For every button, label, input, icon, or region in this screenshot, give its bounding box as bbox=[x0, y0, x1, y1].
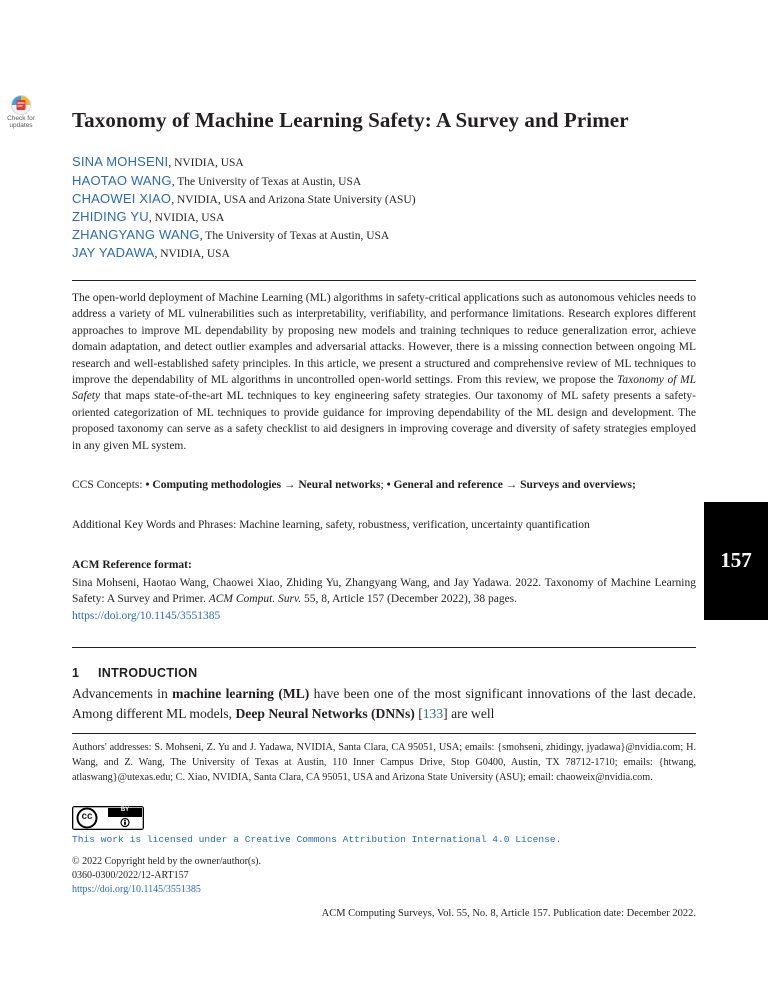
citation-link[interactable]: 133 bbox=[422, 706, 444, 721]
license-link[interactable]: This work is licensed under a Creative Commons Attribution International 4.0 License. bbox=[72, 834, 562, 845]
author-affiliation: , The University of Texas at Austin, USA bbox=[171, 176, 362, 188]
intro-text: [ bbox=[414, 706, 423, 721]
intro-text: Advancements in bbox=[72, 686, 173, 701]
crossmark-badge[interactable] bbox=[2, 95, 40, 135]
intro-text: ] are well bbox=[443, 706, 495, 721]
crossmark-label-line1: Check for bbox=[7, 115, 35, 122]
ccs-concept: • Computing methodologies → Neural networks bbox=[145, 479, 381, 491]
reference-journal: ACM Comput. Surv. bbox=[208, 593, 302, 606]
reference-heading: ACM Reference format: bbox=[72, 559, 192, 571]
authors-addresses-footnote: Authors' addresses: S. Mohseni, Z. Yu and J. Yadawa, NVIDIA, Santa Clara, CA 95051, USA; emails: {smohseni, zhidingy, jyadawa}@nvidia.com; H. Wang, and Z. Wang, The University of Texas at Austin, 110 Inner Campus Drive, Stop G0400, Austin, TX 78712-1710; emails: {htwang, atlaswang}@utexas.edu; C. Xiao, NVIDIA, Santa Clara, CA 95051, USA and Arizona State University (ASU); email: chaoweix@nvidia.com. bbox=[72, 742, 696, 783]
author-affiliation: , NVIDIA, USA and Arizona State University (ASU) bbox=[171, 194, 416, 206]
author-line bbox=[72, 155, 244, 170]
by-badge-text: BY bbox=[120, 807, 130, 813]
author-affiliation: , NVIDIA, USA bbox=[154, 248, 230, 260]
cc-badge-text: cc bbox=[81, 811, 93, 822]
author-name: CHAOWEI XIAO bbox=[72, 191, 172, 206]
author-affiliation: , NVIDIA, USA bbox=[168, 157, 244, 169]
author-name: ZHIDING YU bbox=[72, 209, 149, 224]
abstract bbox=[72, 290, 696, 454]
author-name: SINA MOHSENI bbox=[72, 154, 169, 169]
crossmark-label-line2: updates bbox=[9, 122, 33, 129]
abstract-text: The open-world deployment of Machine Learning (ML) algorithms in safety-critical applications such as autonomous vehicles needs to address a variety of ML vulnerabilities such as interpretability, verifiability, and performance limitations. Research explores different approaches to improve ML dependability by proposing new models and training techniques to reduce generalization error, achieve domain adaptation, and detect outlier examples and adversarial attacks. However, there is a missing connection between ongoing ML research and well-established safety principles. In this article, we present a structured and comprehensive review of ML techniques to improve the dependability of ML algorithms in uncontrolled open-world settings. From this review, we propose the bbox=[72, 292, 697, 387]
reference-doi-link[interactable]: https://doi.org/10.1145/3551385 bbox=[72, 609, 221, 622]
author-line bbox=[72, 228, 389, 243]
intro-term: machine learning (ML) bbox=[172, 686, 310, 701]
divider bbox=[72, 280, 696, 281]
abstract-taxonomy-term: Taxonomy of ML Safety bbox=[72, 374, 696, 403]
author-affiliation: , NVIDIA, USA bbox=[148, 212, 225, 224]
crossmark-label bbox=[2, 115, 40, 129]
copyright-line: © 2022 Copyright held by the owner/author(s). bbox=[72, 856, 261, 867]
author-line bbox=[72, 174, 361, 189]
journal-footer: ACM Computing Surveys, Vol. 55, No. 8, Article 157. Publication date: December 2022. bbox=[321, 908, 696, 919]
keywords: Additional Key Words and Phrases: Machine learning, safety, robustness, verification, uncertainty quantification bbox=[72, 519, 590, 531]
section-number: 1 bbox=[72, 666, 80, 680]
footnote-divider bbox=[72, 733, 696, 734]
article-number: 157 bbox=[720, 548, 752, 572]
ccs-concepts bbox=[72, 477, 696, 493]
paper-title: Taxonomy of Machine Learning Safety: A Survey and Primer bbox=[72, 108, 629, 132]
intro-text: have been one of the most significant innovations of the last decade. Among different ML models, bbox=[72, 686, 697, 721]
doi-link[interactable]: https://doi.org/10.1145/3551385 bbox=[72, 884, 201, 895]
ccs-label: CCS Concepts: bbox=[72, 479, 146, 491]
intro-term: Deep Neural Networks (DNNs) bbox=[235, 706, 415, 721]
author-line bbox=[72, 192, 416, 207]
author-name: JAY YADAWA bbox=[72, 245, 155, 260]
issn-line: 0360-0300/2022/12-ART157 bbox=[72, 870, 189, 881]
article-number-tab bbox=[704, 502, 768, 620]
reference-format bbox=[72, 575, 696, 624]
section-title: INTRODUCTION bbox=[98, 666, 198, 680]
reference-text: Sina Mohseni, Haotao Wang, Chaowei Xiao, Zhiding Yu, Zhangyang Wang, and Jay Yadawa. 2022. Taxonomy of Machine Learning Safety: A Survey and Primer. bbox=[72, 577, 696, 606]
author-affiliation: , The University of Texas at Austin, USA bbox=[199, 230, 390, 242]
author-name: ZHANGYANG WANG bbox=[72, 227, 200, 242]
intro-paragraph bbox=[72, 684, 696, 724]
copyright-block bbox=[72, 855, 261, 897]
crossmark-icon bbox=[2, 95, 40, 117]
author-line bbox=[72, 210, 224, 225]
cc-license-badge[interactable] bbox=[72, 806, 144, 830]
abstract-text-cont: that maps state-of-the-art ML techniques to key engineering safety strategies. Our taxonomy of ML safety presents a safety-oriented categorization of ML techniques to provide guidance for improving dependability of the ML design and development. The proposed taxonomy can serve as a safety checklist to aid designers in improving coverage and diversity of safety strategies employed in any given ML system. bbox=[72, 390, 696, 452]
section-heading bbox=[72, 666, 197, 680]
ccs-separator: ; bbox=[380, 479, 387, 491]
author-name: HAOTAO WANG bbox=[72, 173, 172, 188]
divider bbox=[72, 647, 696, 648]
reference-text-cont: 55, 8, Article 157 (December 2022), 38 pages. bbox=[301, 593, 518, 606]
ccs-concept: • General and reference → Surveys and overviews; bbox=[386, 479, 636, 491]
author-line bbox=[72, 246, 230, 261]
